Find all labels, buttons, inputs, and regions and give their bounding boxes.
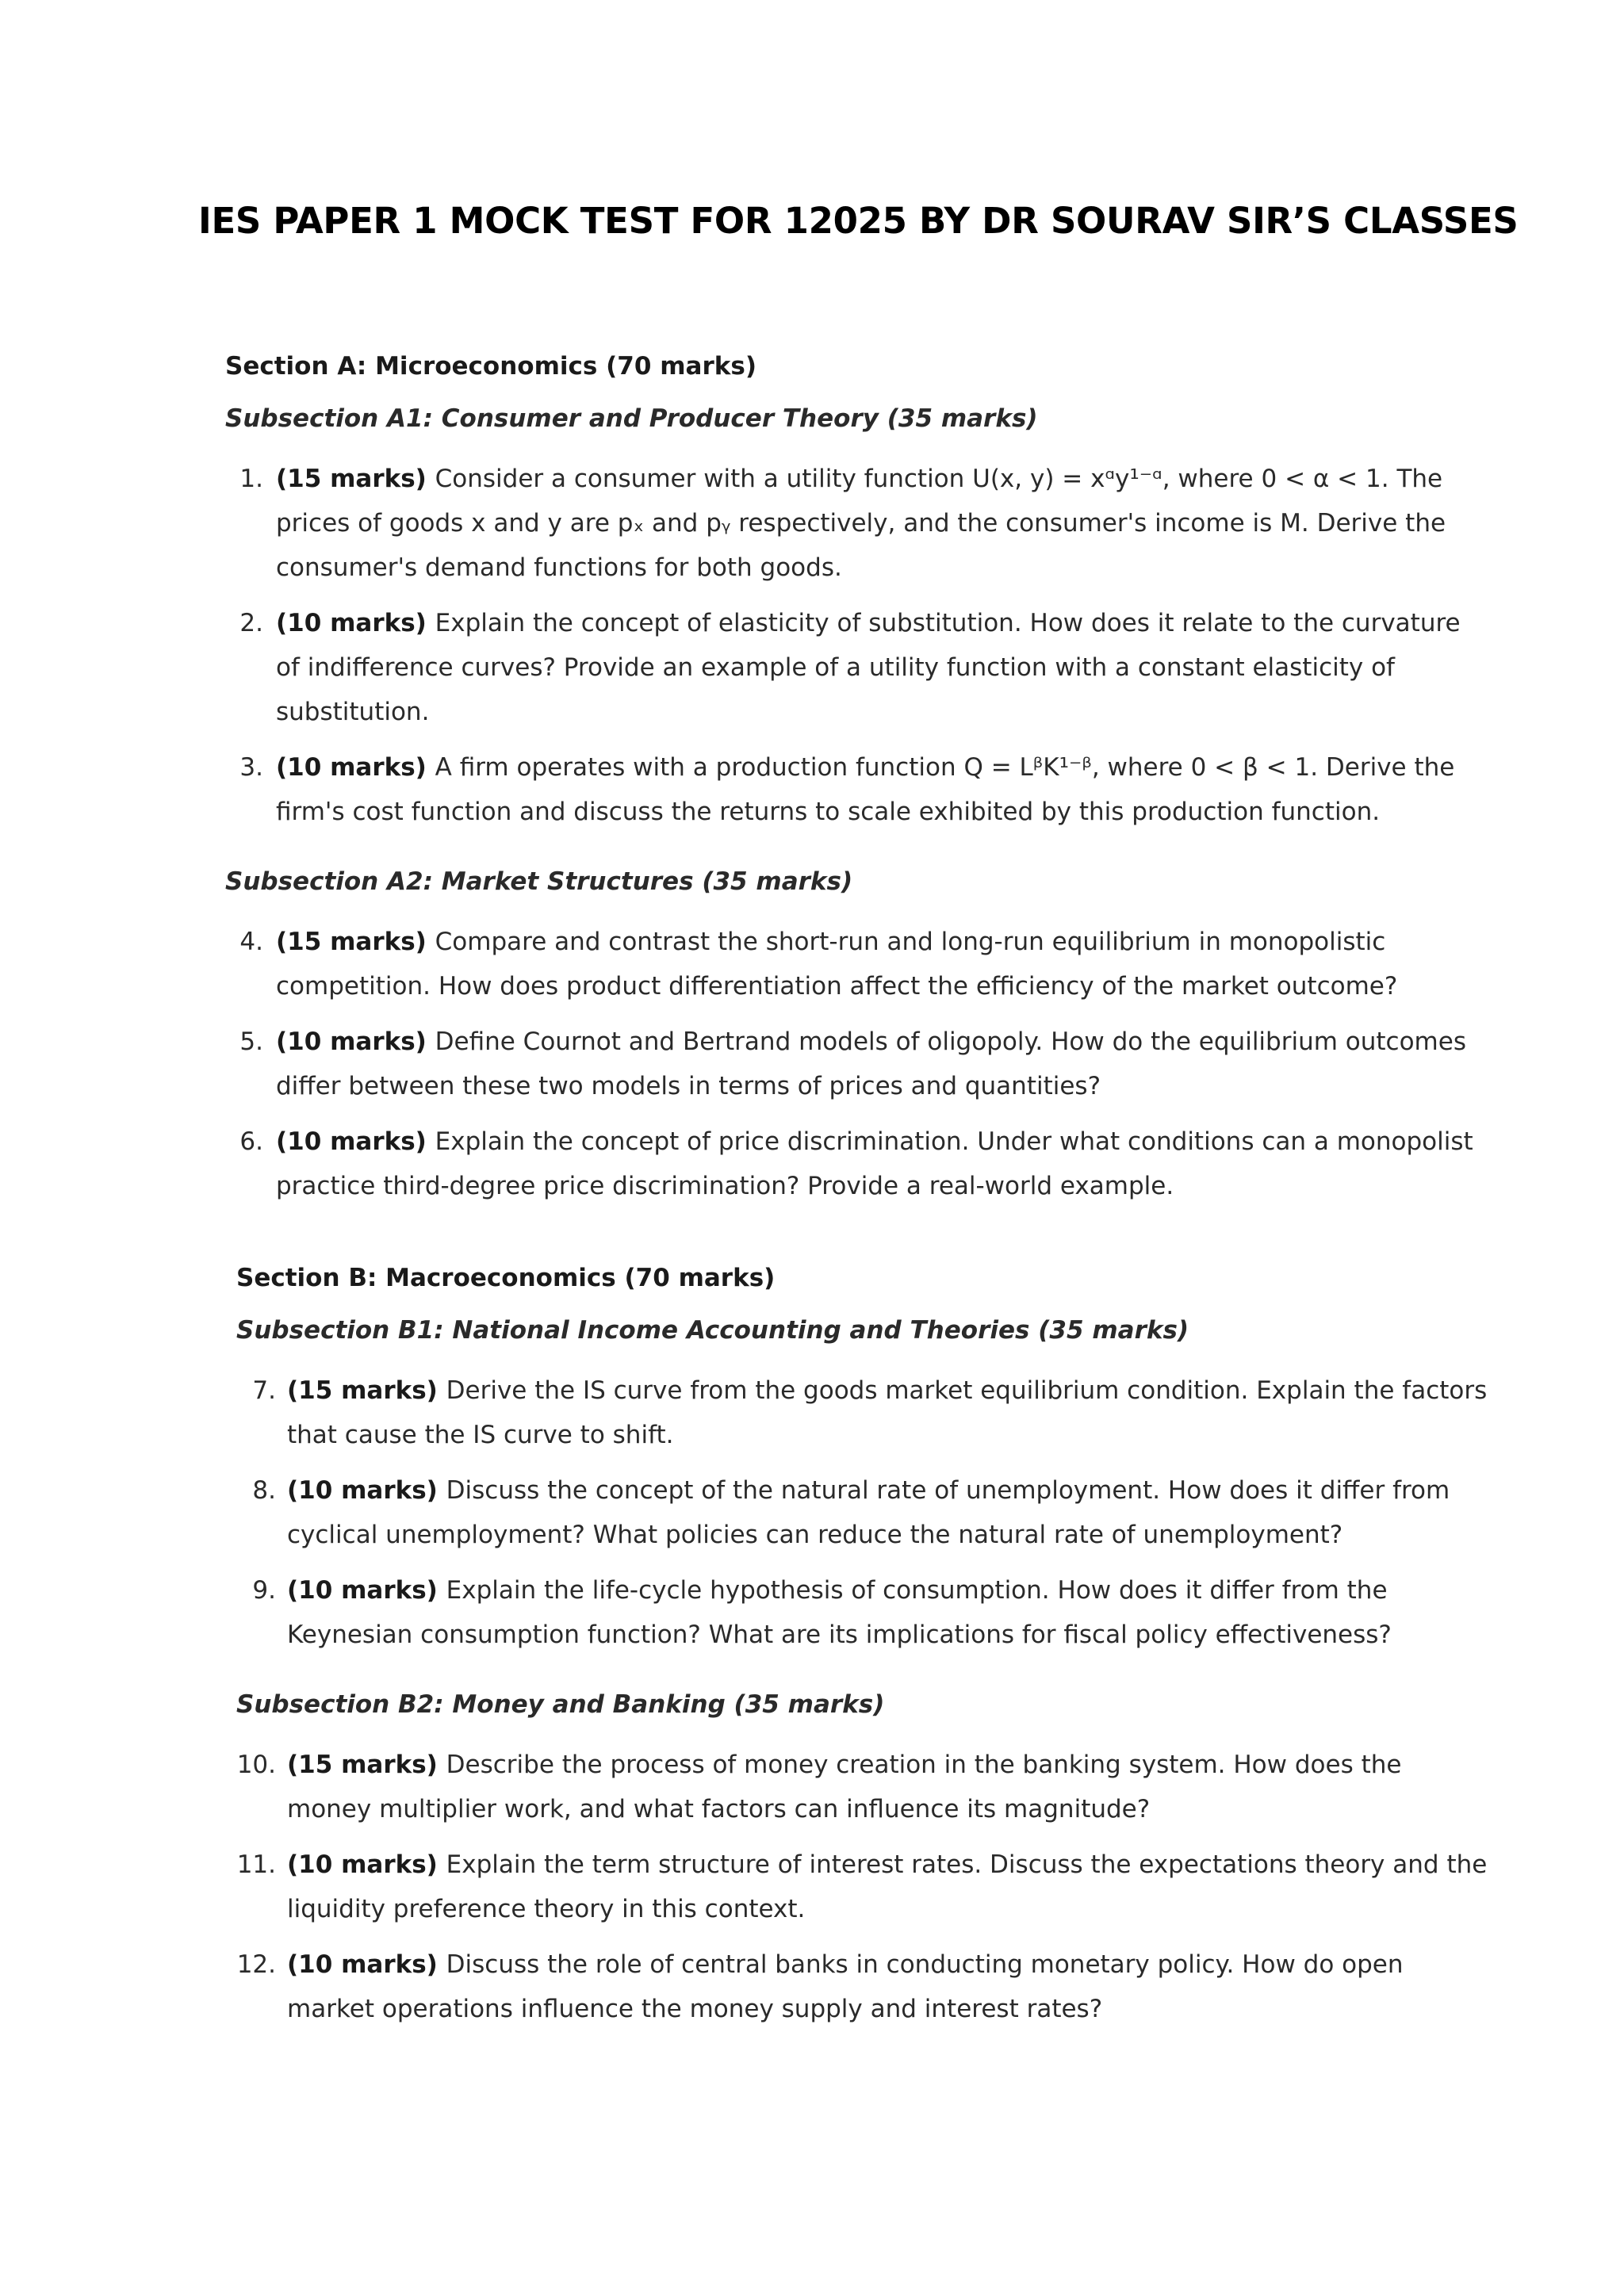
subsection-heading: Subsection A1: Consumer and Producer Theory (35 marks) (225, 404, 1038, 433)
question-list (225, 457, 1478, 834)
question-item (236, 1743, 1489, 1831)
question-item (225, 457, 1478, 590)
question-marks: (10 marks) (287, 1576, 446, 1605)
question-item (225, 1119, 1478, 1208)
question-marks: (15 marks) (276, 465, 435, 493)
question-text: Explain the life-cycle hypothesis of consumption. How does it differ from the Keynesian consumption function? What are its implications for fiscal policy effectiveness? (287, 1576, 1392, 1649)
question-item (225, 920, 1478, 1008)
question-marks: (10 marks) (287, 1850, 446, 1879)
question-item (236, 1942, 1489, 2031)
question-item (225, 745, 1478, 834)
question-marks: (10 marks) (276, 609, 435, 637)
question-text: Consider a consumer with a utility function U(x, y) = xᵅy¹⁻ᵅ, where 0 < α < 1. The prices of goods x and y are pₓ and pᵧ respectively, and the consumer's income is M. Derive the consumer's demand functions for both goods. (276, 465, 1446, 582)
question-item (236, 1568, 1489, 1657)
question-marks: (10 marks) (287, 1476, 446, 1505)
subsection-heading: Subsection B1: National Income Accounting and Theories (35 marks) (236, 1316, 1189, 1345)
question-number: 11. (236, 1850, 276, 1879)
question-number: 2. (239, 609, 263, 637)
document-title: IES PAPER 1 MOCK TEST FOR 12025 BY DR SOURAV SIR’S CLASSES (198, 200, 1519, 242)
section-microeconomics (225, 349, 1478, 1238)
question-number: 3. (239, 753, 263, 782)
question-marks: (10 marks) (287, 1950, 446, 1979)
question-number: 10. (236, 1751, 276, 1779)
question-item (236, 1843, 1489, 1931)
question-number: 9. (252, 1576, 276, 1605)
question-number: 7. (252, 1376, 276, 1405)
question-marks: (10 marks) (276, 1027, 435, 1056)
question-text: Explain the term structure of interest rates. Discuss the expectations theory and the liquidity preference theory in this context. (287, 1850, 1488, 1923)
question-number: 1. (239, 465, 263, 493)
question-text: Define Cournot and Bertrand models of oligopoly. How do the equilibrium outcomes differ between these two models in terms of prices and quantities? (276, 1027, 1466, 1100)
question-item (225, 1020, 1478, 1108)
section-macroeconomics (236, 1261, 1489, 2061)
question-list (236, 1368, 1489, 1657)
question-text: Describe the process of money creation in the banking system. How does the money multiplier work, and what factors can influence its magnitude? (287, 1751, 1402, 1823)
question-text: Discuss the role of central banks in conducting monetary policy. How do open market operations influence the money supply and interest rates? (287, 1950, 1404, 2023)
question-marks: (15 marks) (287, 1751, 446, 1779)
question-number: 4. (239, 928, 263, 956)
question-number: 8. (252, 1476, 276, 1505)
subsection-heading: Subsection B2: Money and Banking (35 marks) (236, 1690, 885, 1719)
question-number: 6. (239, 1127, 263, 1156)
question-text: Discuss the concept of the natural rate of unemployment. How does it differ from cyclical unemployment? What policies can reduce the natural rate of unemployment? (287, 1476, 1450, 1549)
question-list (236, 1743, 1489, 2031)
subsection-heading: Subsection A2: Market Structures (35 marks) (225, 867, 853, 896)
question-text: A firm operates with a production function Q = LᵝK¹⁻ᵝ, where 0 < β < 1. Derive the firm's cost function and discuss the returns to scale exhibited by this production function. (276, 753, 1455, 826)
question-list (225, 920, 1478, 1208)
question-marks: (15 marks) (276, 928, 435, 956)
section-heading: Section B: Macroeconomics (70 marks) (236, 1264, 776, 1292)
question-text: Explain the concept of elasticity of substitution. How does it relate to the curvature of indifference curves? Provide an example of a utility function with a constant elasticity of substitution. (276, 609, 1461, 726)
question-text: Derive the IS curve from the goods market equilibrium condition. Explain the factors that cause the IS curve to shift. (287, 1376, 1488, 1449)
question-marks: (10 marks) (276, 753, 435, 782)
question-item (236, 1368, 1489, 1457)
section-heading: Section A: Microeconomics (70 marks) (225, 352, 756, 381)
question-marks: (15 marks) (287, 1376, 446, 1405)
question-item (236, 1468, 1489, 1557)
question-text: Explain the concept of price discrimination. Under what conditions can a monopolist practice third-degree price discrimination? Provide a real-world example. (276, 1127, 1473, 1200)
question-item (225, 601, 1478, 734)
question-number: 12. (236, 1950, 276, 1979)
question-number: 5. (239, 1027, 263, 1056)
question-text: Compare and contrast the short-run and long-run equilibrium in monopolistic competition. How does product differentiation affect the efficiency of the market outcome? (276, 928, 1398, 1001)
question-marks: (10 marks) (276, 1127, 435, 1156)
